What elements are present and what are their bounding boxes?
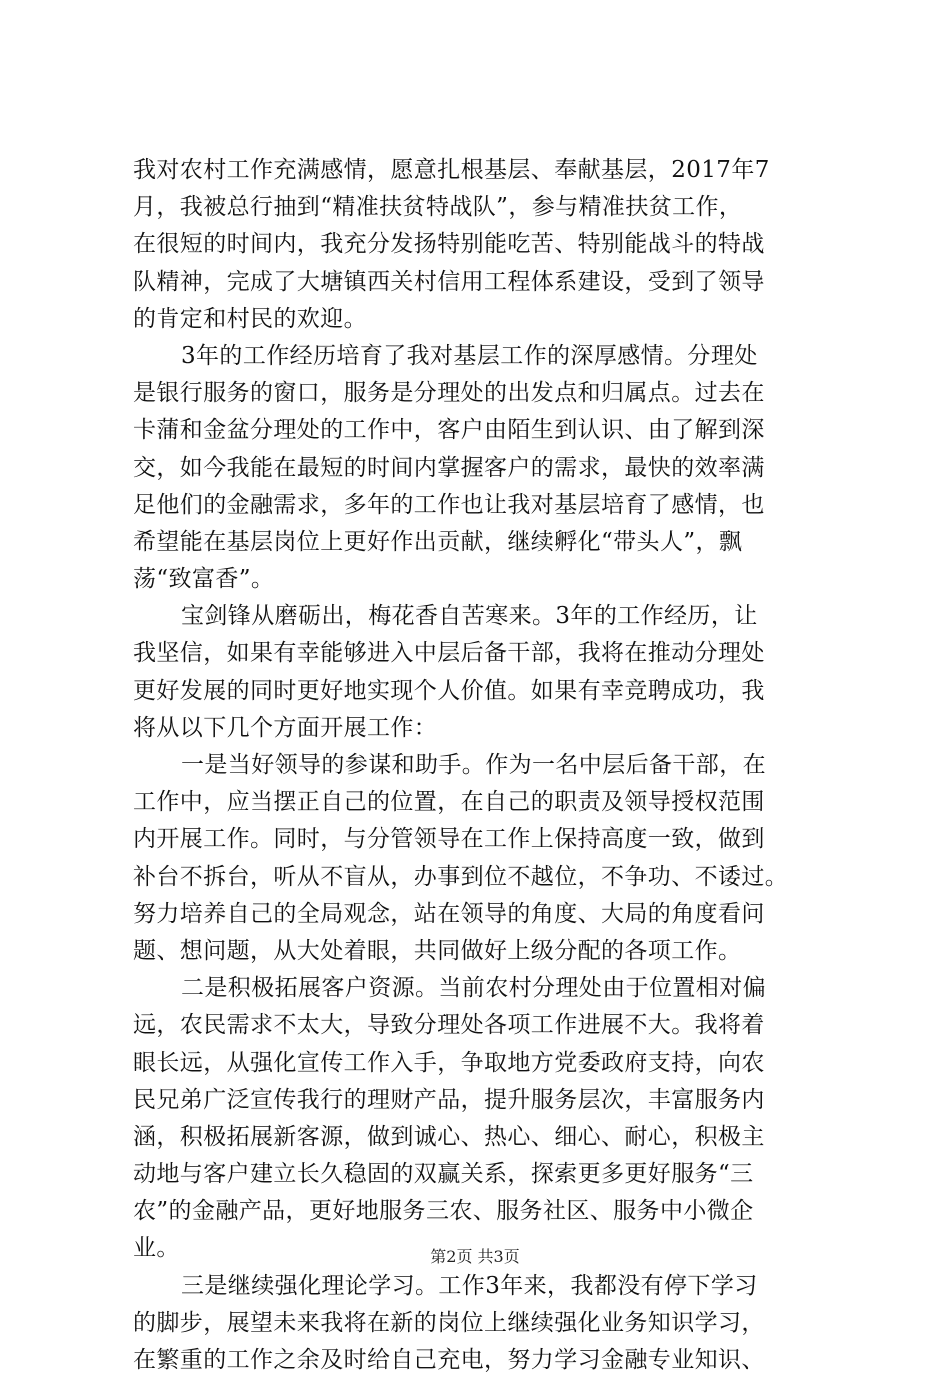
text-line: 业。	[133, 1235, 180, 1262]
text-line: 工作中，应当摆正自己的位置，在自己的职责及领导授权范围	[133, 789, 765, 816]
paragraph-first-line: 三是继续强化理论学习。工作3年来，我都没有停下学习	[181, 1272, 758, 1299]
text-line: 在很短的时间内，我充分发扬特别能吃苦、特别能战斗的特战	[133, 231, 765, 258]
text-line: 努力培养自己的全局观念，站在领导的角度、大局的角度看问	[133, 900, 765, 927]
text-line: 题、想问题，从大处着眼，共同做好上级分配的各项工作。	[133, 937, 742, 964]
text-line: 我对农村工作充满感情，愿意扎根基层、奉献基层，2017年7	[133, 157, 770, 183]
text-line: 月，我被总行抽到“精准扶贫特战队”，参与精准扶贫工作，	[133, 194, 743, 221]
text-line: 荡“致富香”。	[133, 566, 275, 593]
text-line: 补台不拆台，听从不盲从，办事到位不越位，不争功、不诿过。	[133, 863, 789, 890]
text-line: 农”的金融产品，更好地服务三农、服务社区、服务中小微企	[133, 1198, 754, 1225]
text-line: 是银行服务的窗口，服务是分理处的出发点和归属点。过去在	[133, 380, 765, 407]
text-line: 队精神，完成了大塘镇西关村信用工程体系建设，受到了领导	[133, 268, 765, 295]
text-line: 在繁重的工作之余及时给自己充电，努力学习金融专业知识、	[133, 1347, 765, 1373]
text-line: 动地与客户建立长久稳固的双赢关系，探索更多更好服务“三	[133, 1161, 754, 1188]
text-line: 内开展工作。同时，与分管领导在工作上保持高度一致，做到	[133, 826, 765, 853]
paragraph-first-line: 3年的工作经历培育了我对基层工作的深厚感情。分理处	[181, 342, 758, 369]
text-line: 足他们的金融需求，多年的工作也让我对基层培育了感情，也	[133, 491, 765, 518]
text-line: 眼长远，从强化宣传工作入手，争取地方党委政府支持，向农	[133, 1049, 765, 1076]
document-body	[133, 152, 833, 1379]
text-line: 的肯定和村民的欢迎。	[133, 305, 367, 332]
paragraph-first-line: 一是当好领导的参谋和助手。作为一名中层后备干部，在	[181, 752, 766, 778]
paragraph-first-line: 二是积极拓展客户资源。当前农村分理处由于位置相对偏	[181, 975, 766, 1002]
text-line: 民兄弟广泛宣传我行的理财产品，提升服务层次，丰富服务内	[133, 1086, 765, 1113]
page-footer: 第2页 共3页	[430, 1247, 520, 1266]
text-line: 更好发展的同时更好地实现个人价值。如果有幸竞聘成功，我	[133, 677, 765, 704]
paragraph-first-line: 宝剑锋从磨砺出，梅花香自苦寒来。3年的工作经历，让	[181, 603, 758, 630]
text-line: 我坚信，如果有幸能够进入中层后备干部，我将在推动分理处	[133, 640, 765, 667]
text-line: 涵，积极拓展新客源，做到诚心、热心、细心、耐心，积极主	[133, 1123, 765, 1150]
text-line: 交，如今我能在最短的时间内掌握客户的需求，最快的效率满	[133, 454, 765, 481]
text-line: 远，农民需求不太大，导致分理处各项工作进展不大。我将着	[133, 1012, 765, 1039]
text-line: 希望能在基层岗位上更好作出贡献，继续孵化“带头人”，飘	[133, 528, 743, 555]
text-line: 将从以下几个方面开展工作：	[133, 714, 438, 741]
text-line: 卡蒲和金盆分理处的工作中，客户由陌生到认识、由了解到深	[133, 417, 765, 444]
text-line: 的脚步，展望未来我将在新的岗位上继续强化业务知识学习，	[133, 1309, 765, 1336]
